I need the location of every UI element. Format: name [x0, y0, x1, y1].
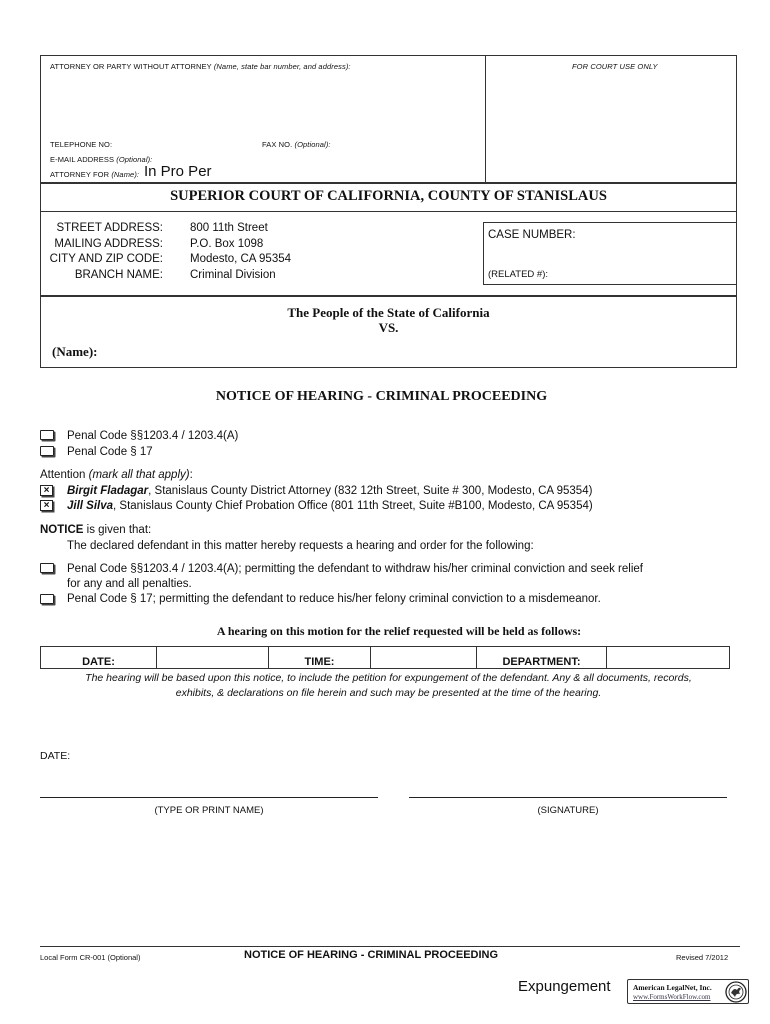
form-title: NOTICE OF HEARING - CRIMINAL PROCEEDING [215, 389, 548, 404]
attention-probation-checkbox[interactable]: × [40, 500, 53, 511]
eagle-seal-icon [725, 981, 747, 1003]
code-1203-checkbox[interactable] [40, 430, 54, 440]
branch-name-value: Criminal Division [190, 268, 276, 281]
mailing-address-value: P.O. Box 1098 [190, 237, 264, 250]
print-name-label: (TYPE OR PRINT NAME) [154, 805, 264, 816]
publisher-url: www.FormsWorkFlow.com [633, 993, 711, 1001]
hearing-date-label: DATE: [41, 647, 157, 669]
plaintiff-name: The People of the State of California [287, 305, 490, 320]
versus-label: VS. [378, 320, 399, 335]
fax-label: FAX NO. (Optional): [262, 140, 331, 149]
court-title: SUPERIOR COURT OF CALIFORNIA, COUNTY OF STANISLAUS [170, 188, 607, 204]
hearing-time-label: TIME: [269, 647, 371, 669]
court-address-labels [40, 221, 163, 283]
hearing-time-field[interactable] [371, 647, 477, 669]
attention-label: Attention (mark all that apply): [40, 469, 193, 481]
signature-label: (SIGNATURE) [537, 805, 599, 816]
attention-da-text: Birgit Fladagar, Stanislaus County District Attorney (832 12th Street, Suite # 300, Modesto, CA 95354) [67, 485, 593, 497]
notice-heading: NOTICE is given that: [40, 524, 152, 536]
header-divider [485, 55, 486, 183]
court-use-label: FOR COURT USE ONLY [572, 62, 658, 71]
hearing-department-field[interactable] [607, 647, 729, 669]
attorney-for-value[interactable]: In Pro Per [144, 163, 212, 180]
attention-da-checkbox[interactable]: × [40, 485, 53, 496]
telephone-label: TELEPHONE NO: [50, 140, 113, 149]
street-address-value: 800 11th Street [190, 222, 268, 234]
footer-rule [40, 946, 740, 947]
email-label: E-MAIL ADDRESS (Optional): [50, 155, 153, 164]
publisher-name: American LegalNet, Inc. [633, 983, 712, 992]
relief-1203-text: Penal Code §§1203.4 / 1203.4(A); permitting the defendant to withdraw his/her criminal conviction and seek relief for any and all penalties. [67, 563, 643, 590]
defendant-name-label: (Name): [52, 344, 98, 359]
footer-title: NOTICE OF HEARING - CRIMINAL PROCEEDING [244, 949, 499, 961]
city-zip-value: Modesto, CA 95354 [190, 253, 292, 265]
hearing-heading: A hearing on this motion for the relief requested will be held as follows: [216, 624, 582, 638]
court-title-divider [40, 211, 737, 212]
relief-17-checkbox[interactable] [40, 594, 54, 604]
publisher-badge [627, 979, 749, 1004]
hearing-note: The hearing will be based upon this notice, to include the petition for expungement of the defendant. Any & all documents, records, exhibits, & declarations on file herein and such may be presented at the time of the hearing. [85, 672, 692, 699]
related-number-label: (RELATED #): [488, 269, 549, 280]
signature-line[interactable] [409, 797, 727, 798]
city-zip-label: CITY AND ZIP CODE: [49, 253, 163, 265]
hearing-table [40, 646, 730, 669]
attention-probation-text: Jill Silva, Stanislaus County Chief Probation Office (801 11th Street, Suite #B100, Modesto, CA 95354) [67, 500, 593, 512]
branch-name-label: BRANCH NAME: [74, 268, 163, 281]
code-17-label: Penal Code § 17 [67, 446, 153, 458]
hearing-date-field[interactable] [157, 647, 269, 669]
mailing-address-label: MAILING ADDRESS: [54, 237, 163, 250]
relief-17-text: Penal Code § 17; permitting the defendant to reduce his/her felony criminal conviction to a misdemeanor. [67, 593, 601, 605]
footer-local-form: Local Form CR-001 (Optional) [40, 953, 141, 962]
attorney-label: ATTORNEY OR PARTY WITHOUT ATTORNEY (Name, state bar number, and address): [50, 62, 351, 71]
code-1203-label: Penal Code §§1203.4 / 1203.4(A) [67, 430, 239, 442]
footer-category: Expungement [518, 978, 611, 995]
print-name-line[interactable] [40, 797, 378, 798]
court-address-values [190, 221, 291, 283]
code-17-checkbox[interactable] [40, 446, 54, 456]
footer-revised: Revised 7/2012 [676, 953, 729, 962]
attorney-for-label: ATTORNEY FOR (Name): [50, 170, 140, 179]
street-address-label: STREET ADDRESS: [56, 222, 163, 234]
case-number-label: CASE NUMBER: [488, 229, 576, 241]
signature-date-label: DATE: [40, 750, 71, 762]
relief-1203-checkbox[interactable] [40, 563, 54, 573]
notice-line: The declared defendant in this matter hereby requests a hearing and order for the following: [67, 540, 534, 552]
hearing-department-label: DEPARTMENT: [477, 647, 607, 669]
